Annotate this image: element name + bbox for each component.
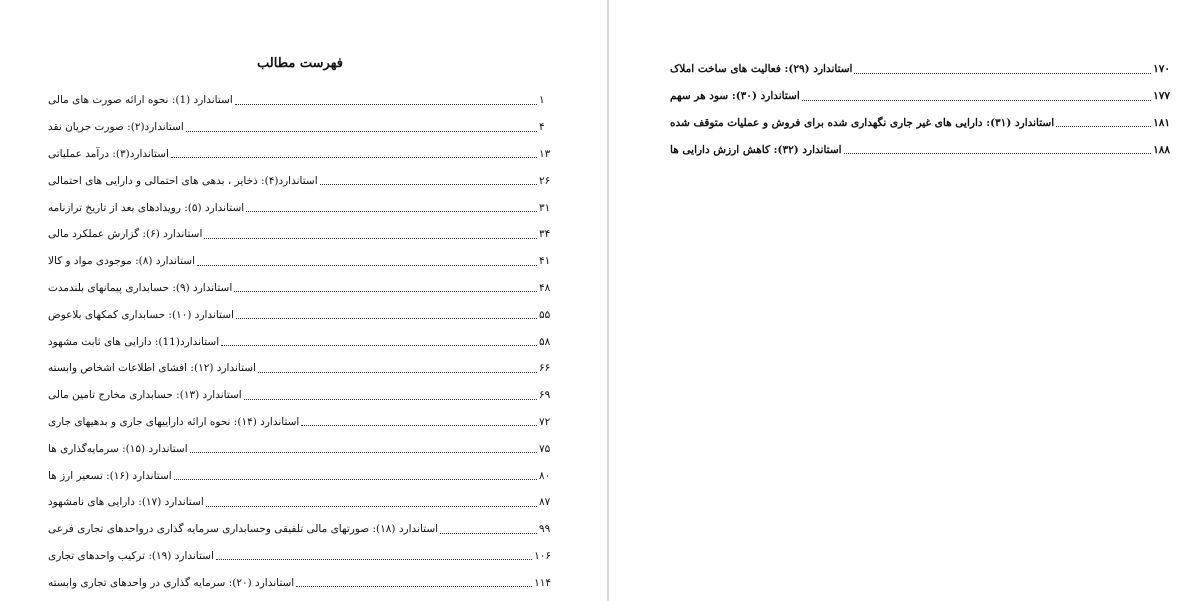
toc-entry-label: استاندارد (۲۰): سرمایه گذاری در واحدهای تجاری وابسته: [48, 576, 295, 589]
toc-entry[interactable]: [48, 221, 551, 248]
toc-entry-label: استاندارد (۱۶): تسعیر ارز ها: [48, 469, 172, 482]
toc-entry[interactable]: [48, 409, 551, 436]
dot-leader: [1056, 126, 1151, 127]
dot-leader: [244, 399, 537, 400]
toc-entry-page: ۷۵: [539, 442, 551, 455]
toc-entry-label: استاندارد (۱۵): سرمایه‌گذاری ها: [48, 442, 188, 455]
toc-entry-label: استاندارد (۱۰): حسابداری کمکهای بلاعوض: [48, 308, 234, 321]
toc-entry[interactable]: [48, 435, 551, 462]
dot-leader: [206, 506, 537, 507]
dot-leader: [296, 586, 532, 587]
toc-entry[interactable]: [48, 516, 551, 543]
toc-entry-label: استاندارد (۱۸): صورتهای مالی تلفیقی وحسابداری سرمایه گذاری درواحدهای تجاری فرعی: [48, 523, 439, 536]
dot-leader: [236, 318, 537, 319]
dot-leader: [246, 211, 537, 212]
toc-list-left: [48, 87, 551, 601]
toc-entry[interactable]: [48, 248, 551, 275]
toc-entry-page: ۱: [539, 94, 545, 107]
toc-entry-page: ۷۲: [539, 415, 551, 428]
toc-entry-label: استاندارد(۴): ذخایر ، بدهی های احتمالی و دارایی های احتمالی: [48, 174, 318, 187]
dot-leader: [440, 533, 537, 534]
toc-entry[interactable]: [48, 355, 551, 382]
toc-entry[interactable]: [48, 275, 551, 302]
toc-entry-label: استاندارد (۹): حسابداری پیمانهای بلندمدت: [48, 281, 233, 294]
toc-entry-label: استاندارد (۳۲): کاهش ارزش دارایی ها: [670, 143, 842, 156]
dot-leader: [844, 153, 1152, 154]
toc-entry-label: استاندارد (۲۹): فعالیت های ساخت املاک: [670, 63, 853, 76]
toc-entry-page: ۱۸۸: [1153, 143, 1170, 156]
dot-leader: [221, 345, 537, 346]
toc-entry[interactable]: [670, 56, 1170, 83]
toc-entry[interactable]: [48, 301, 551, 328]
dot-leader: [174, 479, 537, 480]
toc-entry-label: استاندارد (۱۴): نحوه ارائه داراییهای جاری و بدهیهای جاری: [48, 415, 300, 428]
toc-entry-page: ۸۰: [539, 469, 551, 482]
toc-entry-label: استاندارد (۵): رویدادهای بعد از تاریخ ترازنامه: [48, 201, 245, 214]
toc-entry-page: ۵۸: [539, 335, 551, 348]
dot-leader: [204, 238, 537, 239]
toc-entry-page: ۳۱: [539, 201, 551, 214]
toc-entry-page: ۱۸۱: [1153, 116, 1170, 129]
toc-entry[interactable]: [48, 141, 551, 168]
toc-entry[interactable]: [670, 83, 1170, 110]
toc-entry-label: استاندارد(۲): صورت جریان نقد: [48, 121, 184, 134]
toc-entry-page: ۴۸: [539, 281, 551, 294]
toc-entry-label: استاندارد (1): نحوه ارائه صورت های مالی: [48, 94, 233, 107]
toc-entry-page: ۳۴: [539, 228, 551, 241]
toc-entry[interactable]: [48, 114, 551, 141]
dot-leader: [258, 372, 537, 373]
toc-entry[interactable]: [48, 489, 551, 516]
toc-entry-label: استاندارد (۶): گزارش عملکرد مالی: [48, 228, 203, 241]
toc-entry-label: استاندارد (۱۲): افشای اطلاعات اشخاص وابسته: [48, 362, 256, 375]
toc-entry-page: ۹۹: [539, 523, 551, 536]
toc-entry-page: ۵۵: [539, 308, 551, 321]
toc-entry-page: ۱۳: [539, 147, 551, 160]
toc-entry-label: استاندارد(11): دارایی های ثابت مشهود: [48, 335, 220, 348]
dot-leader: [854, 73, 1151, 74]
dot-leader: [197, 265, 537, 266]
toc-entry[interactable]: [48, 87, 551, 114]
toc-entry[interactable]: [48, 167, 551, 194]
page-divider: [607, 0, 609, 601]
toc-entry-label: استاندارد (۸): موجودی مواد و کالا: [48, 255, 196, 268]
toc-entry[interactable]: [48, 569, 551, 596]
dot-leader: [216, 559, 532, 560]
toc-entry-cutoff: [48, 596, 551, 601]
dot-leader: [301, 425, 537, 426]
dot-leader: [190, 452, 537, 453]
toc-title: فهرست مطالب: [257, 56, 343, 71]
toc-entry-page: ۱۰۶: [534, 549, 551, 562]
toc-entry-page: ۴: [539, 121, 545, 134]
toc-entry-page: ۲۶: [539, 174, 551, 187]
toc-entry-label: استاندارد (۳۱): دارایی های غیر جاری نگهداری شده برای فروش و عملیات متوقف شده: [670, 116, 1055, 129]
toc-entry-page: ۸۷: [539, 496, 551, 509]
toc-entry-label: استاندارد (۳۰): سود هر سهم: [670, 90, 800, 103]
toc-entry[interactable]: [670, 110, 1170, 137]
dot-leader: [186, 131, 537, 132]
toc-entry[interactable]: [670, 136, 1170, 163]
toc-entry-page: ۶۹: [539, 389, 551, 402]
dot-leader: [171, 157, 537, 158]
toc-entry[interactable]: [48, 543, 551, 570]
toc-entry-page: ۱۷۰: [1153, 63, 1170, 76]
toc-entry-page: ۱۷۷: [1153, 90, 1170, 103]
dot-leader: [235, 104, 537, 105]
right-page: [610, 0, 1199, 601]
toc-list-right: [670, 56, 1170, 163]
toc-entry[interactable]: [48, 382, 551, 409]
toc-entry-page: ۱۱۴: [534, 576, 551, 589]
dot-leader: [320, 184, 537, 185]
toc-entry-label: استاندارد (۱۳): حسابداری مخارج تامین مالی: [48, 389, 242, 402]
toc-entry[interactable]: [48, 194, 551, 221]
toc-entry-label: استاندارد (۱۷): دارایی های نامشهود: [48, 496, 204, 509]
toc-entry-label: استاندارد(۳): درآمد عملیاتی: [48, 147, 169, 160]
dot-leader: [234, 291, 537, 292]
toc-entry-page: ۴۱: [539, 255, 551, 268]
toc-entry-page: ۶۶: [539, 362, 551, 375]
toc-entry[interactable]: [48, 328, 551, 355]
dot-leader: [802, 100, 1151, 101]
toc-entry[interactable]: [48, 462, 551, 489]
toc-entry-label: استاندارد (۱۹): ترکیب واحدهای تجاری: [48, 549, 214, 562]
